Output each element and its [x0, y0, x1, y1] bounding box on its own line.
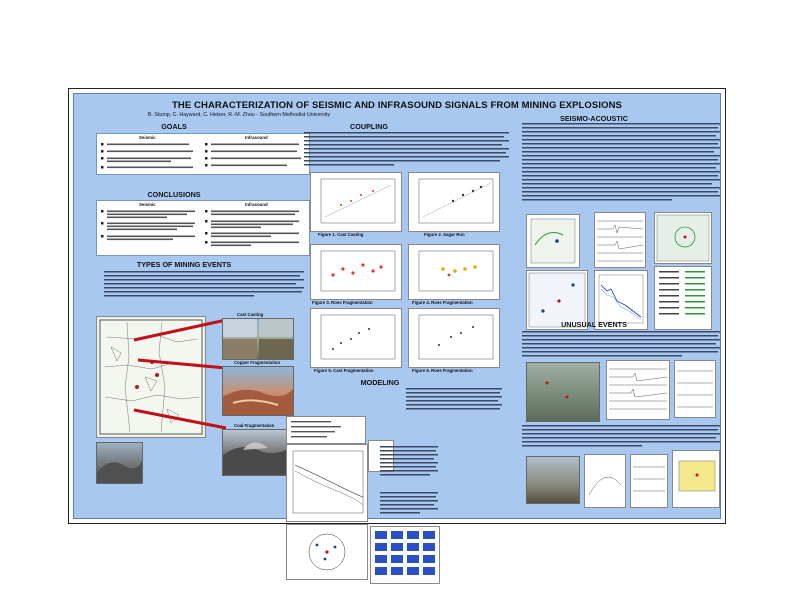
goals-bullets-graphic [97, 134, 309, 174]
modeling-legend-box [286, 416, 366, 444]
coupling-heading: COUPLING [350, 122, 388, 131]
figure-4-plot [408, 244, 500, 300]
conclusions-seismic-head: Seismic [139, 202, 156, 207]
aerial-mine-photo [96, 442, 143, 484]
cast-casting-photo [222, 318, 294, 360]
figure-5-caption: Figure 5. Cast Fragmentation [314, 368, 374, 373]
figure-1-plot [310, 172, 402, 232]
unusual-seismograms [606, 360, 670, 420]
copper-fragmentation-photo [222, 366, 294, 416]
figure-4-caption: Figure 4. Roes Fragmentation [412, 300, 473, 305]
poster-frame [68, 88, 726, 524]
unusual-lower-text [522, 424, 722, 452]
coal-fragmentation-photo [222, 429, 294, 476]
poster-authors: B. Stump, C. Hayward, C. Hetzer, R.-M. Zhou - Southern Methodist University [147, 112, 331, 118]
modeling-right-text [380, 442, 440, 522]
figure-2-caption: Figure 2. Sagar Run [424, 232, 465, 237]
modeling-waveform-grid [370, 526, 440, 584]
unusual-trace-plot [630, 454, 668, 508]
unusual-aerial-photo [526, 362, 600, 422]
unusual-side-plot [674, 360, 716, 418]
unusual-quarry-photo [526, 456, 580, 504]
seismo-station-map [526, 214, 580, 268]
photo-copper-label: Copper Fragmentation [234, 360, 281, 365]
modeling-spectra-plot [286, 444, 368, 522]
conclusions-bullets-graphic [97, 201, 309, 255]
seismo-data-table [654, 266, 712, 330]
seismo-region-map [654, 212, 712, 264]
seismo-acoustic-heading: SEISMO-ACOUSTIC [560, 114, 628, 123]
photo-cast-label: Cast Casting [237, 312, 264, 317]
goals-heading: GOALS [161, 122, 187, 131]
goals-panel [96, 133, 310, 175]
figure-1-caption: Figure 1. Cast Casting [318, 232, 364, 237]
seismo-body-text [522, 122, 722, 212]
conclusions-heading: CONCLUSIONS [147, 190, 201, 199]
goals-infrasound-head: Infrasound [245, 135, 268, 140]
poster-background [73, 93, 721, 519]
conclusions-panel [96, 200, 310, 256]
figure-3-plot [310, 244, 402, 300]
unusual-particle-plot [584, 454, 626, 508]
modeling-heading: MODELING [360, 378, 400, 387]
figure-2-plot [408, 172, 500, 232]
coupling-body-text [304, 131, 514, 171]
seismo-waveforms [594, 212, 646, 268]
photo-coal-label: Coal Fragmentation [234, 423, 275, 428]
figure-3-caption: Figure 3. Roes Fragmentation [312, 300, 373, 305]
conclusions-infrasound-head: Infrasound [245, 202, 268, 207]
poster-title: THE CHARACTERIZATION OF SEISMIC AND INFRASOUND SIGNALS FROM MINING EXPLOSIONS [172, 100, 622, 111]
figure-6-caption: Figure 6. Roes Fragmentation [412, 368, 473, 373]
modeling-geometry-diagram [286, 524, 368, 580]
goals-seismic-head: Seismic [139, 135, 156, 140]
unusual-events-heading: UNUSUAL EVENTS [561, 320, 627, 329]
types-heading: TYPES OF MINING EVENTS [136, 260, 232, 269]
unusual-yellow-plot [672, 450, 720, 508]
types-body-text [96, 270, 306, 298]
